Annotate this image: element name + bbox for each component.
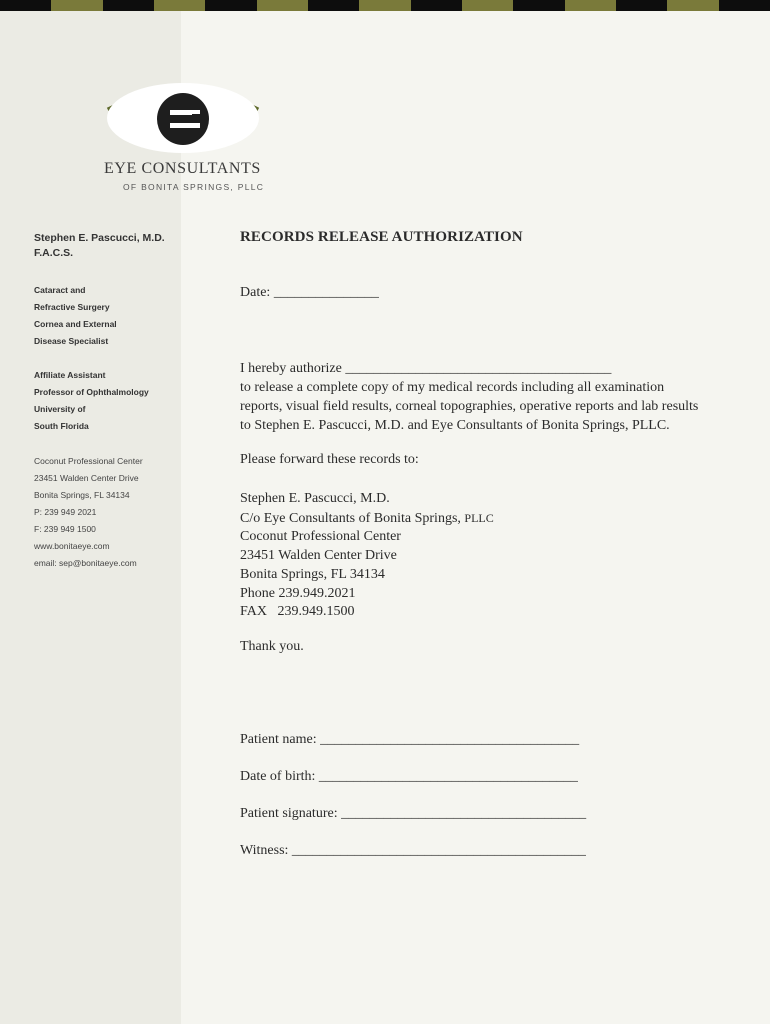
date-of-birth-field[interactable]: Date of birth: _____________________________________: [240, 769, 578, 784]
witness-field[interactable]: Witness: __________________________________________: [240, 843, 586, 858]
logo-subtitle: OF BONITA SPRINGS, PLLC: [123, 182, 265, 192]
mailing-address: Stephen E. Pascucci, M.D. C/o Eye Consultants of Bonita Springs, PLLC Coconut Professional Center 23451 Walden Center Drive Bonita Springs, FL 34134 Phone 239.949.2021 FAX 239.949.1500: [240, 491, 494, 620]
logo-title: EYE CONSULTANTS: [104, 160, 261, 177]
date-line: Date: _______________: [240, 285, 379, 300]
eye-logo-icon: [104, 80, 262, 156]
top-decorative-bar: [0, 0, 770, 11]
email-link: email: sep@bonitaeye.com: [34, 558, 137, 568]
document-heading: RECORDS RELEASE AUTHORIZATION: [240, 229, 523, 245]
authorization-paragraph: I hereby authorize ______________________________________ to release a complete copy of my medical records including all examination reports, visual field results, corneal topographies, operative reports and lab results to Stephen E. Pascucci, M.D. and Eye Consultants of Bonita Springs, PLLC.: [240, 361, 699, 433]
patient-name-field[interactable]: Patient name: _____________________________________: [240, 732, 580, 747]
affiliation: Affiliate Assistant Professor of Ophthalmology University of South Florida: [34, 370, 149, 431]
specialties: Cataract and Refractive Surgery Cornea and External Disease Specialist: [34, 285, 117, 346]
doctor-name: Stephen E. Pascucci, M.D. F.A.C.S.: [34, 232, 165, 259]
contact-info: Coconut Professional Center 23451 Walden Center Drive Bonita Springs, FL 34134 P: 239 949 2021 F: 239 949 1500 www.bonitaeye.com email: sep@bonitaeye.com: [34, 453, 174, 572]
forward-instruction: Please forward these records to:: [240, 452, 419, 467]
patient-signature-field[interactable]: Patient signature: ___________________________________: [240, 806, 587, 821]
thank-you: Thank you.: [240, 639, 304, 654]
website-link: www.bonitaeye.com: [34, 541, 110, 551]
